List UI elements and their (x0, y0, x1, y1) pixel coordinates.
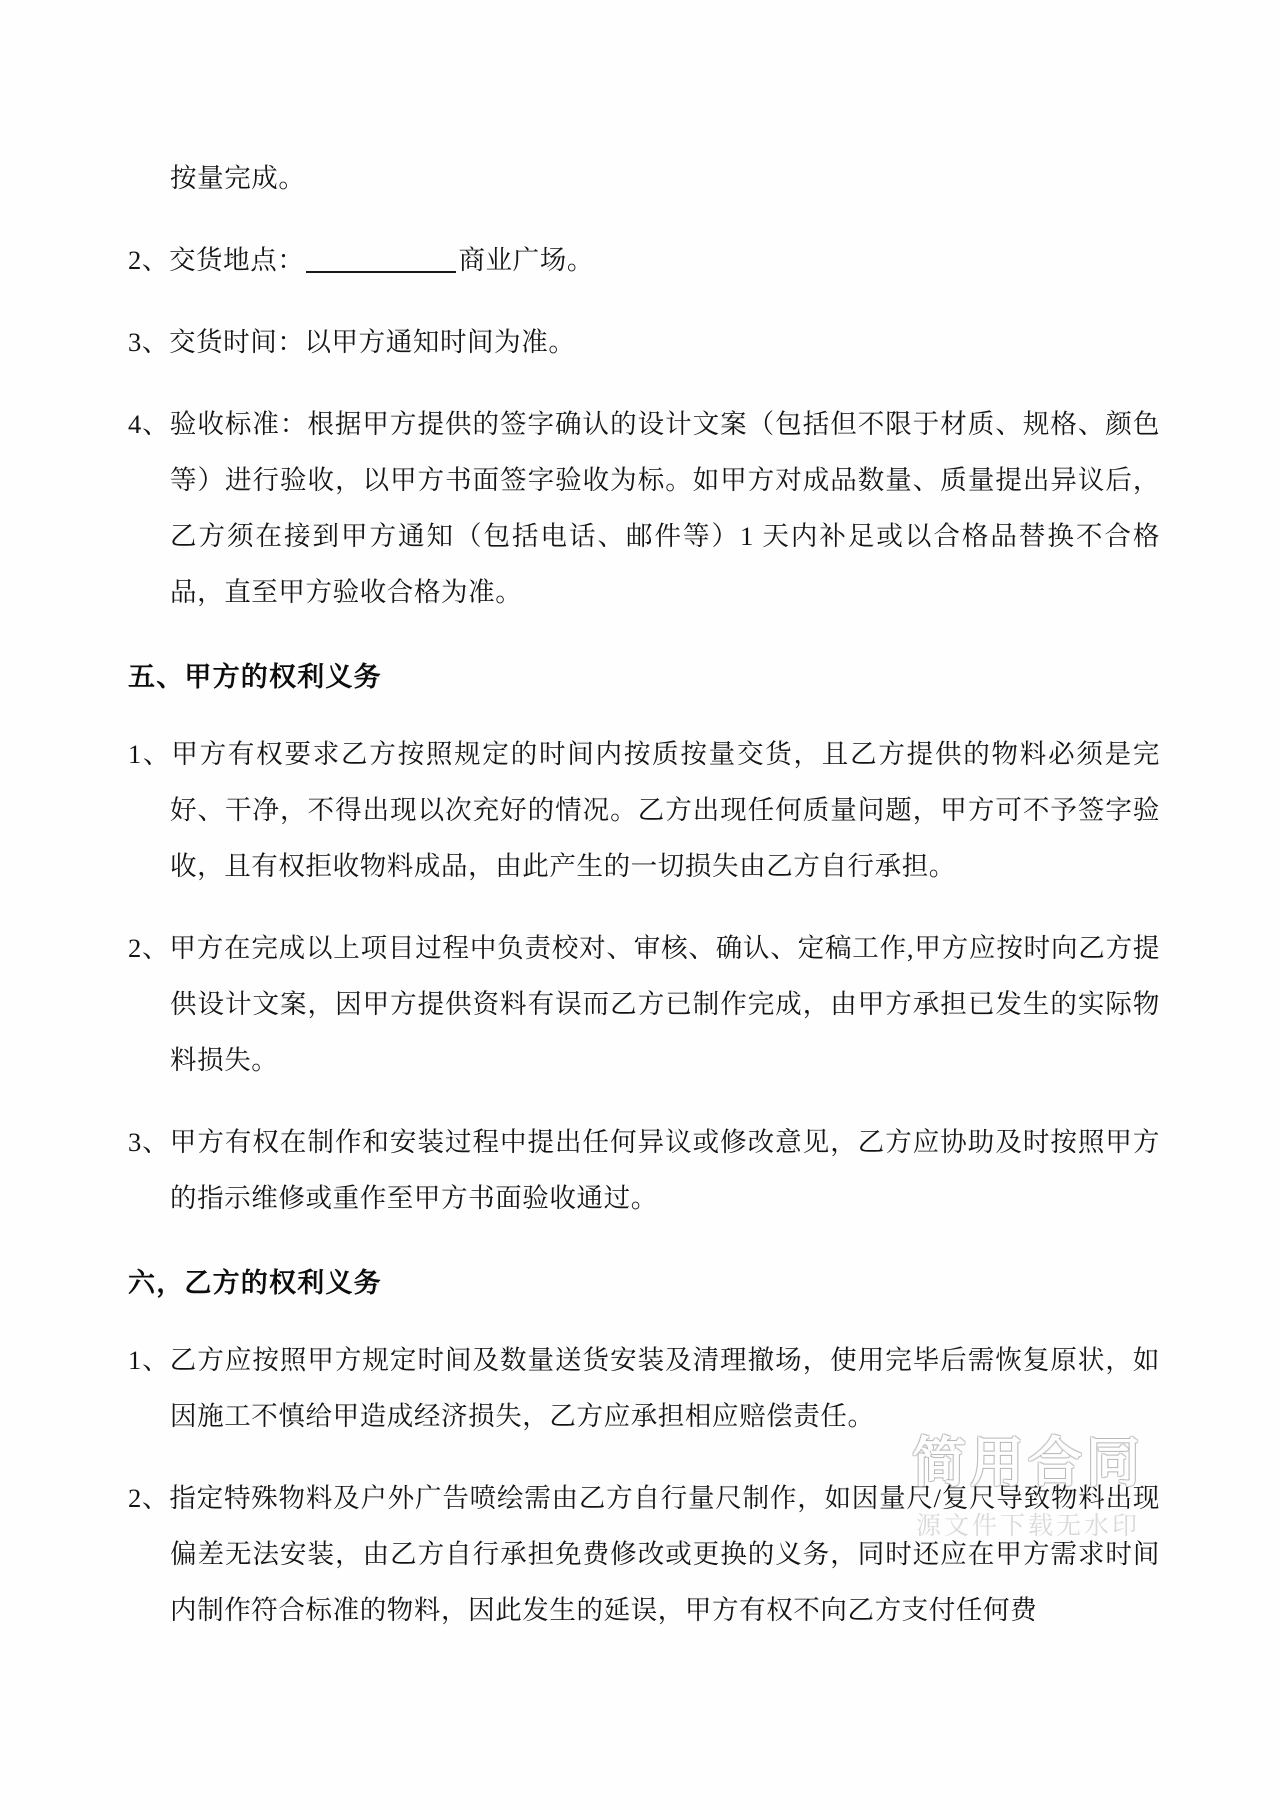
clause-acceptance-standard (128, 396, 1160, 620)
clause-suffix: 商业广场。 (458, 245, 594, 275)
clause-number: 3、 (128, 1127, 170, 1157)
clause-text: 甲方有权在制作和安装过程中提出任何异议或修改意见，乙方应协助及时按照甲方的指示维修或重作至甲方书面验收通过。 (169, 1127, 1160, 1213)
clause-text: 交货时间：以甲方通知时间为准。 (168, 327, 576, 357)
clause-delivery-location (128, 232, 1160, 288)
clause-number: 2、 (128, 1483, 170, 1513)
section-heading-five: 五、甲方的权利义务 (128, 662, 382, 692)
paragraph-continuation: 按量完成。 (170, 163, 306, 193)
clause-number: 2、 (128, 933, 170, 963)
section-six-item-1 (128, 1332, 1160, 1444)
clause-number: 1、 (128, 739, 172, 769)
section-five-item-1 (128, 726, 1160, 894)
clause-number: 4、 (128, 409, 170, 439)
clause-text: 甲方在完成以上项目过程中负责校对、审核、确认、定稿工作,甲方应按时向乙方提供设计文案，因甲方提供资料有误而乙方已制作完成，由甲方承担已发生的实际物料损失。 (169, 933, 1161, 1075)
clause-number: 1、 (128, 1345, 170, 1375)
section-six-item-2 (128, 1470, 1160, 1638)
section-heading-six: 六，乙方的权利义务 (128, 1268, 382, 1298)
section-five-item-3 (128, 1114, 1160, 1226)
clause-text: 甲方有权要求乙方按照规定的时间内按质按量交货，且乙方提供的物料必须是完好、干净，不得出现以次充好的情况。乙方出现任何质量问题，甲方可不予签字验收，且有权拒收物料成品，由此产生的一切损失由乙方自行承担。 (170, 739, 1161, 881)
clause-number: 3、 (128, 327, 169, 357)
watermark-subtitle: 源文件下载无水印 (915, 1512, 1140, 1540)
clause-label: 交货地点： (168, 245, 305, 275)
clause-text: 指定特殊物料及户外广告喷绘需由乙方自行量尺制作，如因量尺/复尺导致物料出现偏差无法安装，由乙方自行承担免费修改或更换的义务，同时还应在甲方需求时间内制作符合标准的物料，因此发生的延误，甲方有权不向乙方支付任何费 (169, 1483, 1161, 1625)
clause-delivery-time (128, 314, 1160, 370)
delivery-location-blank[interactable] (306, 271, 456, 273)
watermark-title: 简用合同 (912, 1431, 1144, 1495)
section-five-item-2 (128, 920, 1160, 1088)
clause-number: 2、 (128, 245, 169, 275)
clause-text: 验收标准：根据甲方提供的签字确认的设计文案（包括但不限于材质、规格、颜色等）进行验收，以甲方书面签字验收为标。如甲方对成品数量、质量提出异议后，乙方须在接到甲方通知（包括电话、邮件等）1 天内补足或以合格品替换不合格品，直至甲方验收合格为准。 (169, 409, 1160, 607)
clause-text: 乙方应按照甲方规定时间及数量送货安装及清理撤场，使用完毕后需恢复原状，如因施工不慎给甲造成经济损失，乙方应承担相应赔偿责任。 (169, 1345, 1160, 1431)
